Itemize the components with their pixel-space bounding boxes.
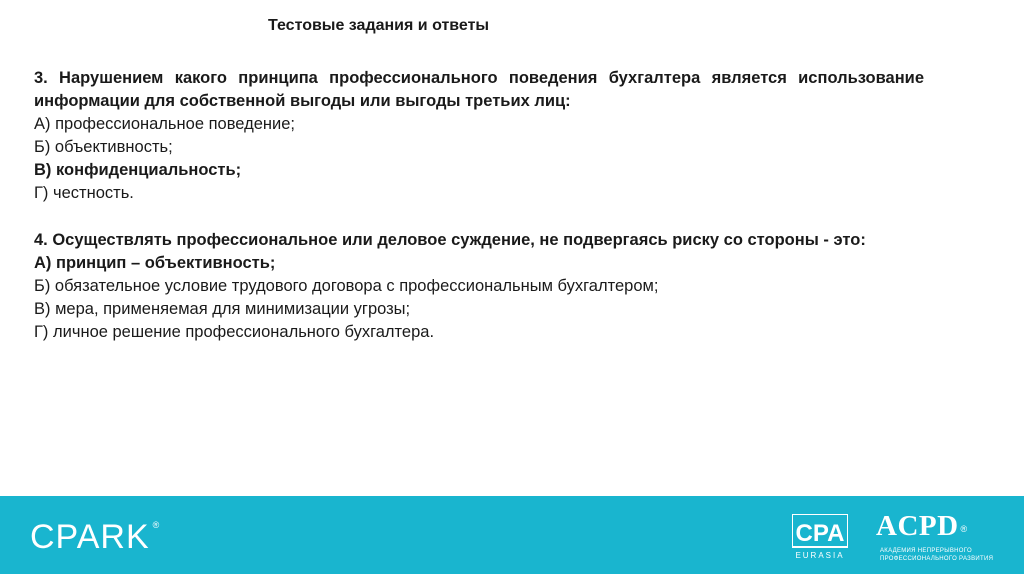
option-item: Г) личное решение профессионального бухгалтера. <box>34 323 435 341</box>
cpa-logo-subtext: EURASIA <box>795 551 845 560</box>
footer-bar <box>0 496 1024 574</box>
question-4-text: 4. Осуществлять профессиональное или деловое суждение, не подвергаясь риску со стороны - это: <box>34 231 866 249</box>
registered-mark: ® <box>960 524 968 534</box>
option-item: Б) объективность; <box>34 138 173 156</box>
acpd-logo-text: ACPD <box>876 510 959 542</box>
option-item: А) профессиональное поведение; <box>34 115 295 133</box>
acpd-logo <box>876 510 996 566</box>
cpa-eurasia-logo <box>792 514 848 560</box>
cpark-logo-text: CPARK <box>30 518 150 556</box>
correct-option-item: В) конфиденциальность; <box>34 161 242 179</box>
option-item: Г) честность. <box>34 184 134 202</box>
registered-mark: ® <box>152 520 161 530</box>
option-item: Б) обязательное условие трудового договора с профессиональным бухгалтером; <box>34 277 659 295</box>
question-3-text: 3. Нарушением какого принципа профессионального поведения бухгалтера является использование информации для собственной выгоды или выгоды третьих лиц: <box>34 69 924 110</box>
slide-title: Тестовые задания и ответы <box>268 17 490 34</box>
cpark-logo <box>30 518 160 557</box>
acpd-subtitle-line: ПРОФЕССИОНАЛЬНОГО РАЗВИТИЯ <box>880 556 994 562</box>
acpd-subtitle-line: АКАДЕМИЯ НЕПРЕРЫВНОГО <box>880 548 972 554</box>
cpa-logo-text: CPA <box>795 520 845 547</box>
questions-block <box>34 67 924 344</box>
option-item: В) мера, применяемая для минимизации угрозы; <box>34 300 411 318</box>
spacer <box>34 205 924 229</box>
correct-option-item: А) принцип – объективность; <box>34 254 276 272</box>
